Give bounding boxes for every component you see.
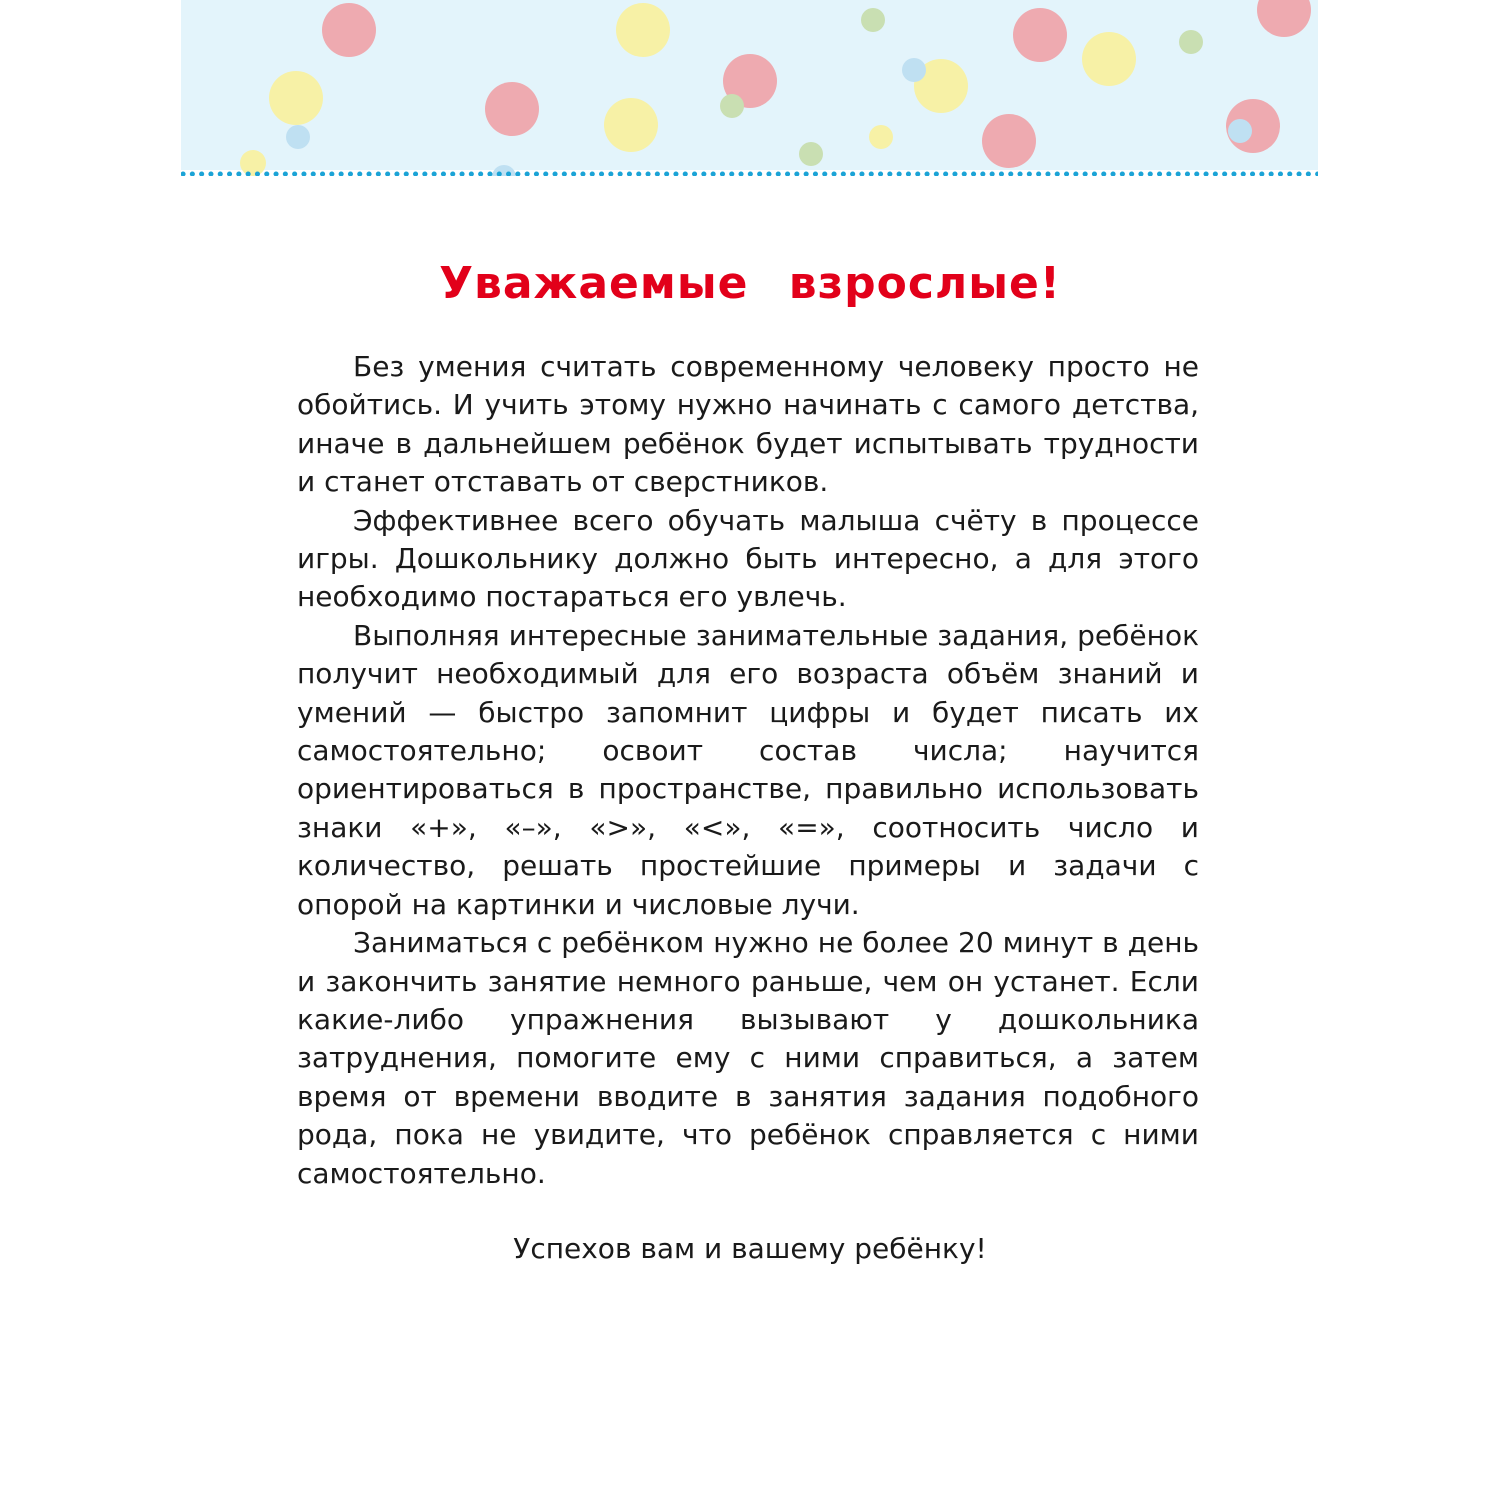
yellow-dot xyxy=(1082,32,1136,86)
blue-dot xyxy=(902,58,926,82)
pink-dot xyxy=(1013,8,1067,62)
decorative-header-band xyxy=(181,0,1318,176)
blue-dot xyxy=(1228,119,1252,143)
paragraph-3: Выполняя интересные занимательные задания, ребёнок получит необходимый для его возраста объём знаний и умений — быстро запомнит цифры и будет писать их самостоятельно; освоит состав числа; научится ориентироваться в пространстве, правильно использовать знаки «+», «–», «>», «<», «=», соотносить число и количество, решать простейшие примеры и задачи с опорой на картинки и числовые лучи. xyxy=(297,618,1199,921)
pink-dot xyxy=(485,82,539,136)
paragraph-1: Без умения считать современному человеку просто не обойтись. И учить этому нужно начинать с самого детства, иначе в дальнейшем ребёнок будет испытывать трудности и станет отставать от сверстников. xyxy=(297,350,1199,499)
pink-dot xyxy=(322,3,376,57)
green-dot xyxy=(720,94,744,118)
green-dot xyxy=(1179,30,1203,54)
yellow-dot xyxy=(616,3,670,57)
body-text xyxy=(297,348,1199,1193)
page-heading: Уважаемые взрослые! xyxy=(439,258,1061,309)
paragraph-4: Заниматься с ребёнком нужно не более 20 минут в день и закончить занятие немного раньше, чем он устанет. Если какие-либо упражнения вызывают у дошкольника затруднения, помогите ему с ними справиться, а затем время от времени вводите в занятия задания подобного рода, пока не увидите, что ребёнок справляется с ними самостоятельно. xyxy=(297,926,1199,1190)
green-dot xyxy=(861,8,885,32)
yellow-dot xyxy=(869,125,893,149)
polka-dot-pattern xyxy=(181,0,1318,176)
paragraph-2: Эффективнее всего обучать малыша счёту в процессе игры. Дошкольнику должно быть интересно, а для этого необходимо постараться его увлечь. xyxy=(297,503,1199,614)
yellow-dot xyxy=(269,71,323,125)
pink-dot xyxy=(982,114,1036,168)
closing-wish: Успехов вам и вашему ребёнку! xyxy=(513,1232,987,1265)
blue-dot xyxy=(286,125,310,149)
yellow-dot xyxy=(604,98,658,152)
yellow-dot xyxy=(240,150,266,176)
green-dot xyxy=(799,142,823,166)
